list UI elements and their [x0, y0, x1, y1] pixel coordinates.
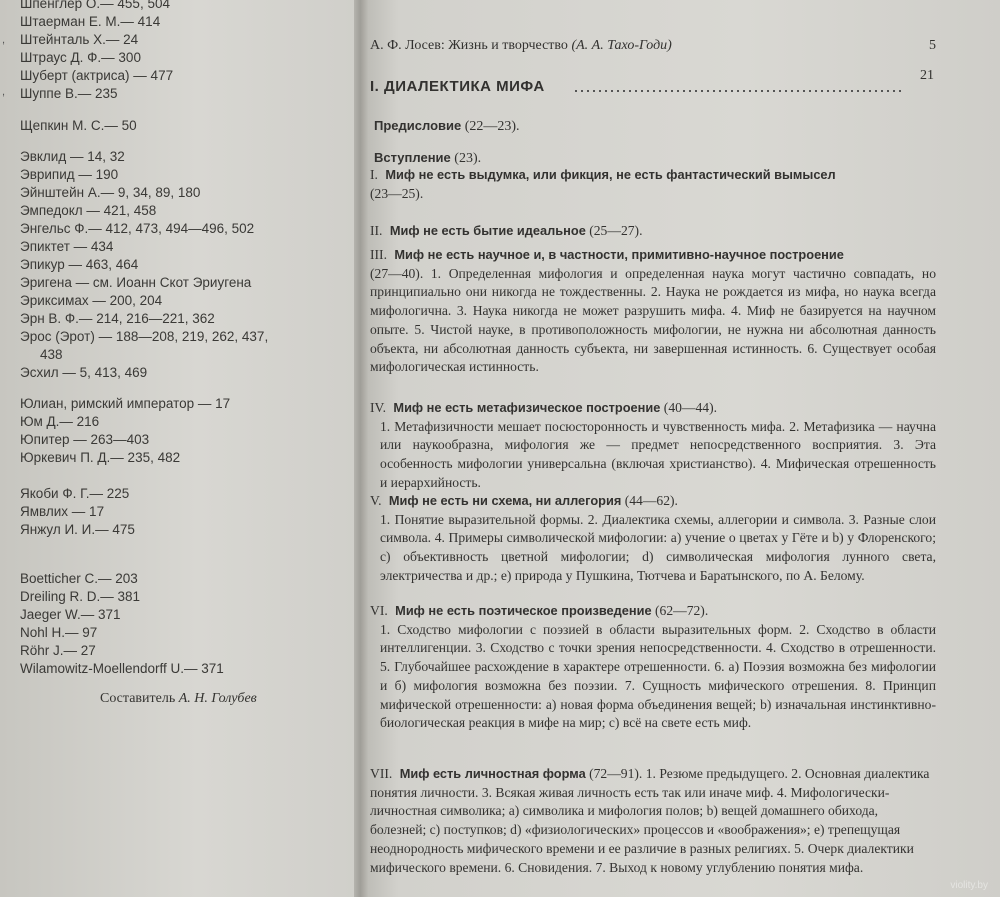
- index-entry: Шпенглер О.— 455, 504: [20, 0, 170, 11]
- index-entry: Юм Д.— 216: [20, 414, 100, 429]
- index-entry: Штраус Д. Ф.— 300: [20, 50, 141, 65]
- watermark: violity.by: [950, 880, 988, 891]
- chapter-title: Миф не есть бытие идеальное: [389, 223, 586, 238]
- chapter-number: IV.: [370, 400, 386, 415]
- chapter-number: VII.: [370, 766, 393, 781]
- index-entry: Dreiling R. D.— 381: [20, 589, 141, 604]
- chapter-title: Миф не есть ни схема, ни аллегория: [388, 493, 622, 508]
- index-entry: Wilamowitz-Moellendorff U.— 371: [20, 661, 224, 676]
- chapter-number: III.: [370, 247, 387, 262]
- chapter-body: 1. Сходство мифологии с поэзией в области выразительных форм. 2. Сходство в области интеллигенции. 3. Сходство с точки зрения непосредственности. 4. Сходство в отрешенности. 5. Глубочайшее расхождение в характере отрешенности. 6. а) Поэзия возможна без мифологии и б) мифология возможна без поэзии. 7. Сущность мифического отрешения. 8. Принцип мифической отрешенности: а) новая форма объединения вещей; b) изначальная инстинктивно-биологическая реакция в мифе на мир; с) всё на свете есть миф.: [380, 621, 936, 731]
- toc-entry-title: А. Ф. Лосев: Жизнь и творчество: [370, 38, 568, 53]
- index-entry: Штаерман Е. М.— 414: [20, 14, 161, 29]
- chapter-title: Миф не есть выдумка, или фикция, не есть фантастический вымысел: [385, 167, 836, 182]
- chapter-7: [370, 765, 936, 877]
- chapter-number: II.: [370, 223, 383, 238]
- index-entry: Эвклид — 14, 32: [20, 149, 125, 164]
- chapter-number: V.: [370, 493, 382, 508]
- part-page-number: 21: [920, 68, 934, 83]
- chapter-pages: (25—27).: [589, 223, 643, 238]
- margin-mark: ,: [2, 86, 6, 98]
- index-entry: Эрос (Эрот) — 188—208, 219, 262, 437,: [20, 329, 269, 344]
- index-entry: Эрн В. Ф.— 214, 216—221, 362: [20, 311, 215, 326]
- chapter-number: I.: [370, 167, 378, 182]
- index-entry: Штейнталь Х.— 24: [20, 32, 139, 47]
- chapter-title: Миф не есть поэтическое произведение: [395, 603, 652, 618]
- book-gutter: [354, 0, 368, 897]
- index-entry: Эмпедокл — 421, 458: [20, 203, 157, 218]
- chapter-pages: (27—40).: [370, 265, 424, 281]
- chapter-pages: (44—62).: [624, 493, 678, 508]
- index-entry: Эриксимах — 200, 204: [20, 293, 163, 308]
- index-entry: Эврипид — 190: [20, 167, 119, 182]
- chapter-6: [370, 602, 936, 733]
- index-group-sh: [20, 0, 173, 103]
- index-entry: Boetticher C.— 203: [20, 571, 138, 586]
- index-entry: Эригена — см. Иоанн Скот Эриугена: [20, 275, 252, 290]
- preface-title: Предисловие: [374, 118, 462, 133]
- index-entry: Шуппе В.— 235: [20, 86, 118, 101]
- chapter-pages: (72—91).: [589, 766, 643, 781]
- index-entry: Эсхил — 5, 413, 469: [20, 365, 148, 380]
- chapter-2: [370, 222, 936, 241]
- part-heading: I. ДИАЛЕКТИКА МИФА: [370, 78, 545, 95]
- index-entry: Nohl H.— 97: [20, 625, 98, 640]
- chapter-body: 1. Определенная мифология и определенная наука могут частично совпадать, но принципиально они никогда не тождественны. 2. Наука не рождается из мифа, но наука всегда мифологична. 3. Наука никогда не может разрушить мифа. 4. Миф не базируется на научном опыте. 5. Чистой науке, в противоположность мифологии, не нужна ни абсолютная данность объекта, ни абсолютная данность субъекта, ни завершенная истинность. 6. Существует особая мифологическая истинность.: [370, 265, 936, 375]
- index-entry: Юпитер — 263—403: [20, 432, 150, 447]
- index-entry: Шуберт (актриса) — 477: [20, 68, 174, 83]
- index-entry: Röhr J.— 27: [20, 643, 96, 658]
- index-entry: Юлиан, римский император — 17: [20, 396, 231, 411]
- chapter-body: 1. Резюме предыдущего. 2. Основная диалектика понятия личности. 3. Всякая живая личность есть так или иначе миф. 4. Мифологически-личностная символика; а) символика и мифология полов; b) вещей домашнего обихода, болезней; с) поступков; d) «физиологических» процессов и «воображения»; е) трепещущая неоднородность мифического времени и ее различие в разных религиях. 5. Очерк диалектики мифического времени. 6. Сновидения. 7. Выход к новому углублению понятия мифа.: [370, 766, 930, 875]
- index-entry: Якоби Ф. Г.— 225: [20, 486, 130, 501]
- chapter-3: [370, 246, 936, 377]
- chapter-pages: (23—25).: [370, 185, 424, 201]
- index-entry: Янжул И. И.— 475: [20, 522, 135, 537]
- chapter-title: Миф не есть метафизическое построение: [393, 400, 661, 415]
- index-entry-continuation: 438: [40, 347, 63, 362]
- index-group-shch: [20, 117, 137, 135]
- chapter-1: [370, 166, 936, 203]
- chapter-pages: (62—72).: [655, 603, 709, 618]
- index-entry: Щепкин М. С.— 50: [20, 118, 137, 133]
- compiler-name: А. Н. Голубев: [178, 691, 257, 706]
- toc-entry-preface: [374, 118, 520, 135]
- toc-entry-author: (А. А. Тахо-Годи): [571, 38, 672, 53]
- index-entry: Эйнштейн А.— 9, 34, 89, 180: [20, 185, 201, 200]
- preface-pages: (22—23).: [464, 119, 520, 134]
- index-entry: Юркевич П. Д.— 235, 482: [20, 450, 181, 465]
- index-entry: Энгельс Ф.— 412, 473, 494—496, 502: [20, 221, 255, 236]
- compiler-label: Составитель: [100, 691, 176, 706]
- index-entry: Ямвлих — 17: [20, 504, 105, 519]
- toc-page-number: 5: [929, 38, 936, 53]
- compiler-credit: [100, 691, 257, 707]
- intro-pages: (23).: [454, 151, 482, 166]
- leader-dots: [575, 90, 905, 92]
- chapter-pages: (40—44).: [663, 400, 718, 415]
- chapter-5: [370, 492, 936, 586]
- chapter-title: Миф не есть научное и, в частности, примитивно-научное построение: [394, 247, 844, 262]
- index-entry: Jaeger W.— 371: [20, 607, 121, 622]
- chapter-body: 1. Понятие выразительной формы. 2. Диалектика схемы, аллегории и символа. 3. Разные слои символа. 4. Примеры символической мифологии: а) учение о цветах у Гёте и b) у Флоренского; с) объективность цветной мифологии; d) символическая мифология лунного света, электричества и др.; е) природа у Пушкина, Тютчева и Баратынского, по А. Белому.: [380, 511, 936, 583]
- index-entry: Эпикур — 463, 464: [20, 257, 139, 272]
- toc-entry-intro: [374, 150, 481, 167]
- index-group-ya: [20, 485, 135, 539]
- toc-entry-biography: [370, 38, 936, 58]
- chapter-body: 1. Метафизичности мешает посюсторонность и чувственность мифа. 2. Метафизика — научна или наукообразна, мифология же — предмет непосредственного восприятия. 3. Эта особенность мифологии универсальна (включая христианство). 4. Мифическая отрешенность и иерархийность.: [380, 418, 936, 490]
- index-group-yu: [20, 395, 230, 467]
- index-entry: Эпиктет — 434: [20, 239, 114, 254]
- chapter-4: [370, 399, 936, 493]
- intro-title: Вступление: [374, 150, 451, 165]
- index-group-e: [20, 148, 268, 382]
- chapter-number: VI.: [370, 603, 388, 618]
- chapter-title: Миф есть личностная форма: [399, 766, 586, 781]
- margin-mark: ,: [2, 34, 6, 46]
- index-group-latin: [20, 570, 224, 678]
